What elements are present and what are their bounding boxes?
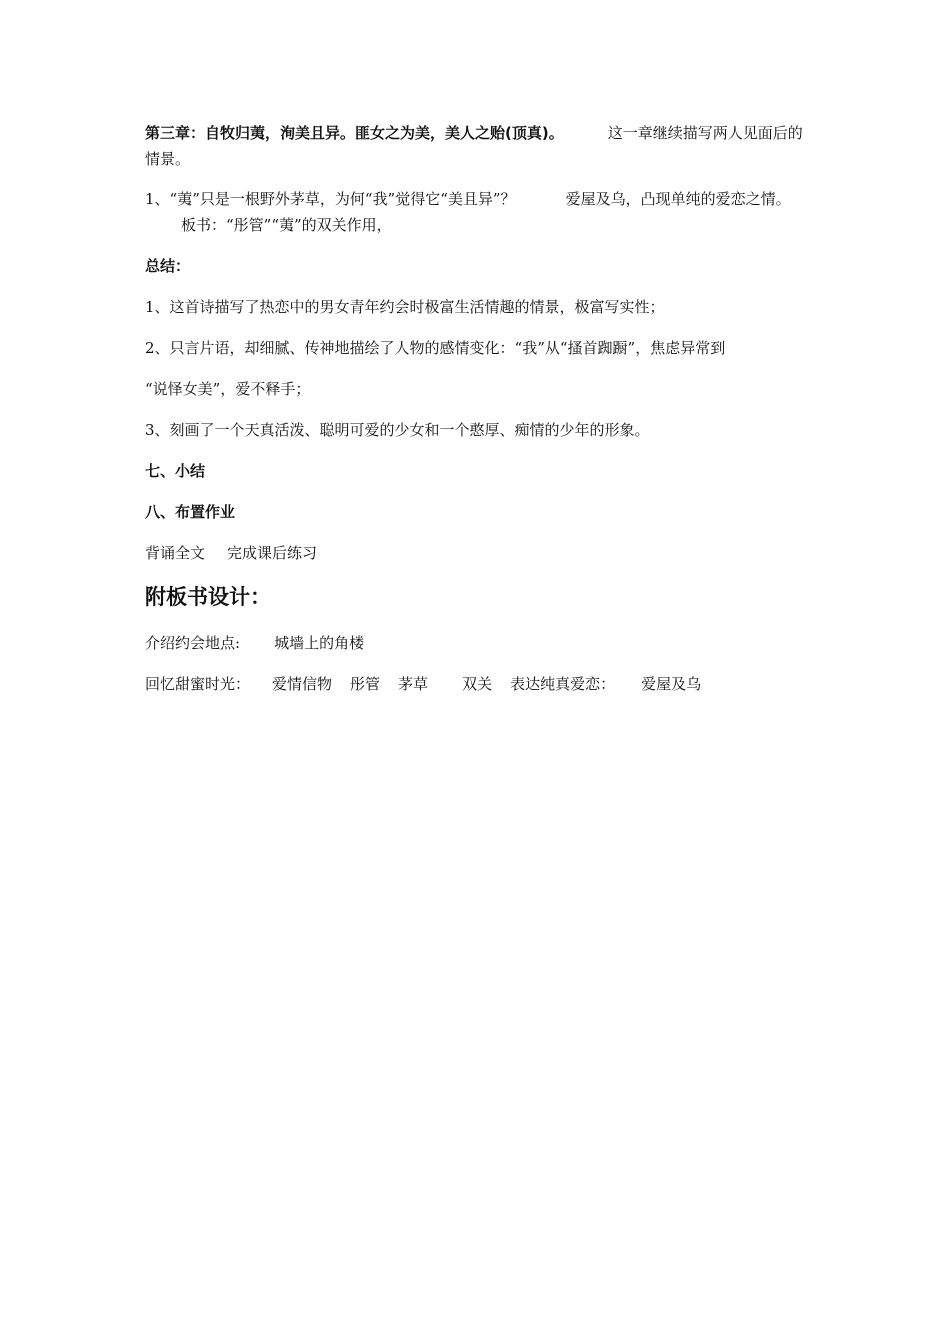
board-row2-label: 回忆甜蜜时光： [145, 675, 251, 693]
summary-point-3: 3、刻画了一个天真活泼、聪明可爱的少女和一个憨厚、痴情的少年的形象。 [145, 421, 650, 439]
question1-text: 1、“荑”只是一根野外茅草，为何“我”觉得它“美且异”？ [145, 190, 516, 208]
board-row2-item-2: 彤管 [350, 675, 381, 693]
summary-point-1: 1、这首诗描写了热恋中的男女青年约会时极富生活情趣的情景，极富写实性； [145, 298, 665, 316]
chapter3-description: 这一章继续描写两人见面后的情景。 [145, 124, 803, 168]
board-row2-item-6: 爱屋及乌 [641, 675, 702, 693]
board-row2-item-4: 双关 [462, 675, 493, 693]
question1-answer: 爱屋及乌，凸现单纯的爱恋之情。 [565, 190, 791, 208]
board-row2-item-1: 爱情信物 [272, 675, 333, 693]
homework-line [145, 542, 317, 564]
summary-point-2-line-1: 2、只言片语，却细腻、传神地描绘了人物的感情变化：“我”从“搔首踟蹰”，焦虑异常到 [145, 339, 726, 357]
board-row1-label: 介绍约会地点: [145, 634, 241, 652]
section-8-heading: 八、布置作业 [145, 503, 236, 521]
homework-item-1: 背诵全文 [145, 544, 206, 562]
board-design-row-2 [145, 673, 701, 695]
board-row2-item-5: 表达纯真爱恋： [510, 675, 616, 693]
question1-paragraph [145, 186, 810, 238]
document-page [145, 0, 810, 1344]
board-design-heading: 附板书设计： [145, 585, 271, 609]
question1-board-note: 板书：“彤管”“荑”的双关作用， [181, 216, 392, 234]
homework-item-2: 完成课后练习 [227, 544, 318, 562]
section-7-heading: 七、小结 [145, 462, 206, 480]
summary-point-2-line-2: “说怿女美”，爱不释手； [145, 380, 311, 398]
summary-heading: 总结： [145, 257, 191, 275]
board-row1-value: 城墙上的角楼 [274, 634, 365, 652]
board-design-row-1 [145, 632, 364, 654]
chapter3-paragraph [145, 120, 810, 172]
chapter3-title: 第三章：自牧归荑，洵美且异。匪女之为美，美人之贻(顶真)。 [145, 124, 564, 142]
board-row2-item-3: 茅草 [398, 675, 429, 693]
